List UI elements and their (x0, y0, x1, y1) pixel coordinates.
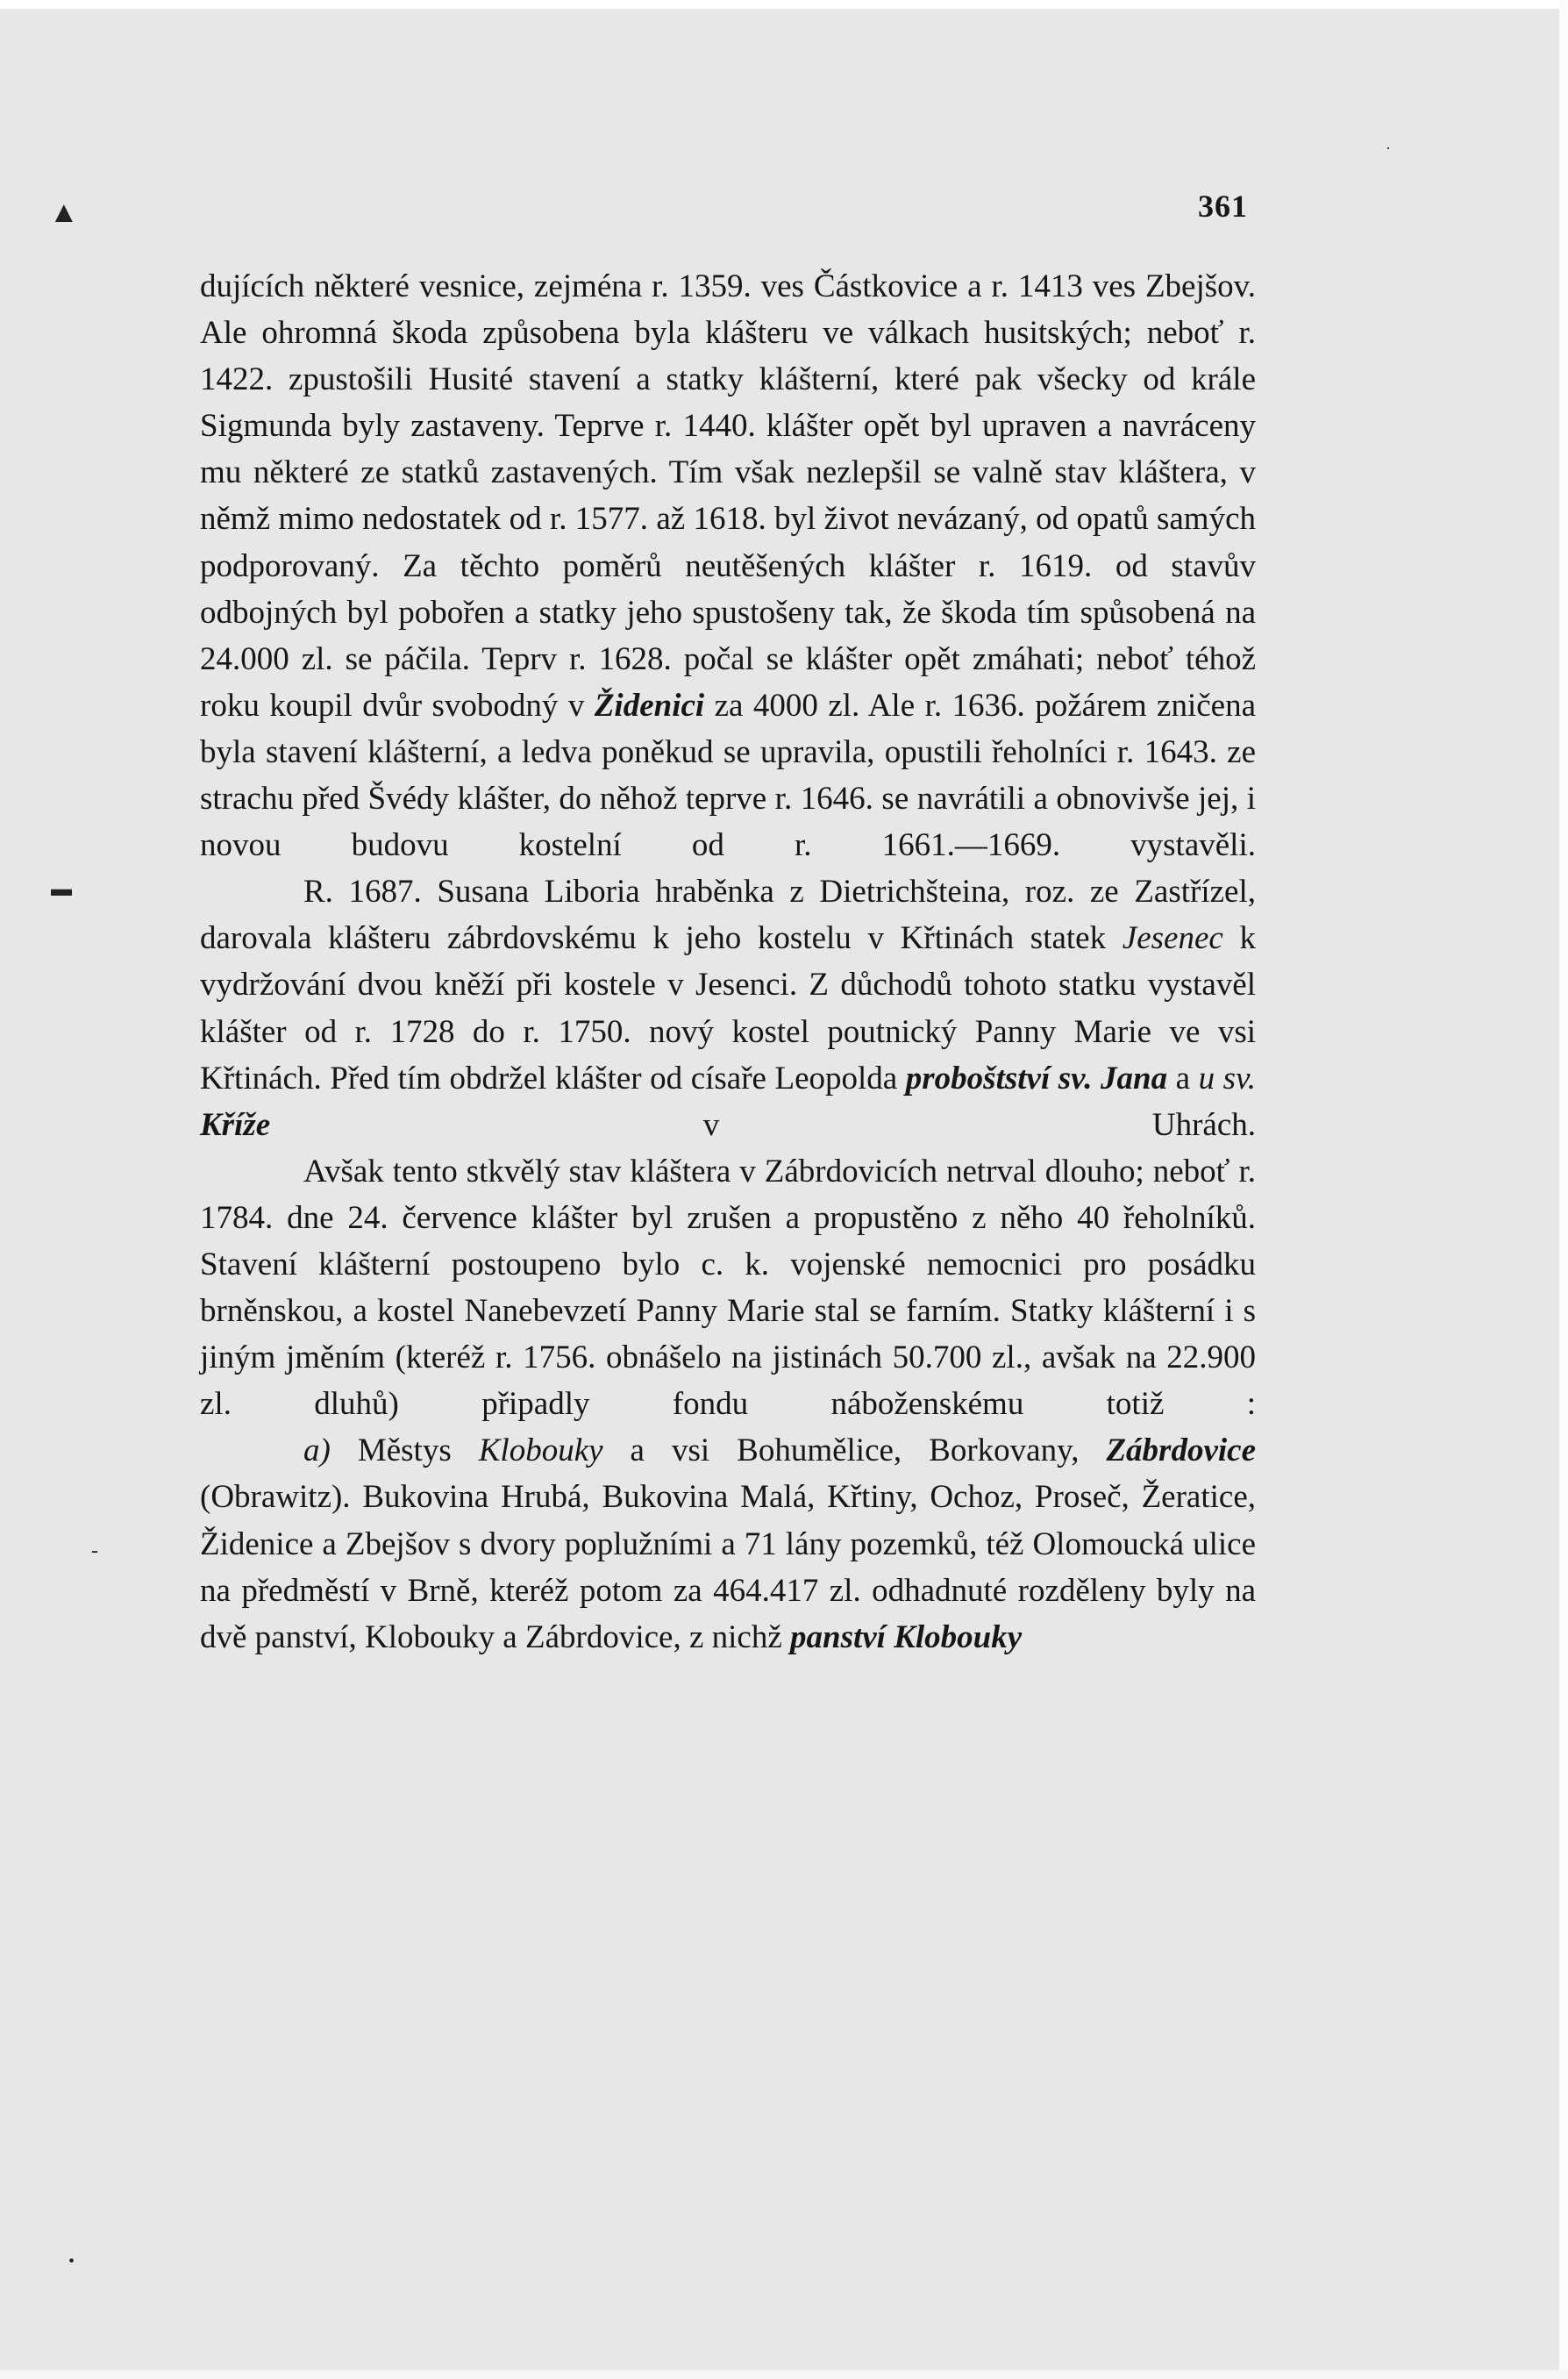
paragraph-estates-list (200, 1427, 1256, 1660)
text-run: v Uhrách. (270, 1106, 1256, 1143)
italic-run: panství Klobouky (790, 1618, 1023, 1655)
italic-run: proboštství sv. Jana (905, 1060, 1168, 1097)
page-top-edge (0, 0, 1568, 9)
body-text (200, 263, 1256, 1661)
paragraph-continuation (200, 263, 1256, 868)
text-run: Avšak tento stkvělý stav kláštera v Zábrdovicích netrval dlouho; neboť r. 1784. dne 24. července klášter byl zrušen a propustěno z něho 40 řeholníků. Stavení klášterní postoupeno bylo c. k. vojenské nemocnici pro posádku brněnskou, a kostel Nanebevzetí Panny Marie stal se farním. Statky klášterní i s jiným jměním (kteréž r. 1756. obnášelo na jistinách 50.700 zl., avšak na 22.900 zl. dluhů) připadly fondu náboženskému totiž : (200, 1153, 1256, 1423)
text-run: (Obrawitz). Bukovina Hrubá, Bukovina Malá, Křtiny, Ochoz, Proseč, Žeratice, Židenice a Zbejšov s dvory poplužními a 71 lány pozemků, též Olomoucká ulice na předměstí v Brně, kteréž potom za 464.417 zl. odhadnuté rozděleny byly na dvě panství, Klobouky a Zábrdovice, z nichž (200, 1479, 1256, 1655)
text-run: dujících některé vesnice, zejména r. 1359. ves Částkovice a r. 1413 ves Zbejšov. Ale ohromná škoda způsobena byla klášteru ve válkach husitských; neboť r. 1422. zpustošili Husité stavení a statky klášterní, které pak všecky od krále Sigmunda byly zastaveny. Teprve r. 1440. klášter opět byl upraven a navráceny mu některé ze statků zastavených. Tím však nezlepšil se valně stav kláštera, v němž mimo nedostatek od r. 1577. až 1618. byl život nevázaný, od opatů samých podporovaný. Za těchto poměrů neutěšených klášter r. 1619. od stavův odbojných byl pobořen a statky jeho spustošeny tak, že škoda tím spůsobená na 24.000 zl. se páčila. Teprv r. 1628. počal se klášter opět zmáhati; neboť téhož roku koupil dvůr svobodný v (200, 268, 1256, 724)
text-run: a vsi Bohumělice, Borkovany, (602, 1432, 1107, 1469)
page-number: 361 (1198, 189, 1248, 224)
margin-speck: · (1386, 139, 1391, 157)
paragraph-donation (200, 868, 1256, 1148)
italic-run: Jesenec (1122, 920, 1223, 957)
italic-run: Kříže (200, 1106, 271, 1143)
italic-run: Klobouky (478, 1432, 603, 1469)
text-run: k vydržování dvou kněží při kostele v Jesenci. Z důchodů tohoto statku vystavěl klášter od r. 1728 do r. 1750. nový kostel poutnický Panny Marie ve vsi Křtinách. Před tím obdržel klášter od císaře Leopolda (200, 920, 1257, 1097)
italic-run: a) (303, 1432, 331, 1469)
text-run: Městys (330, 1432, 479, 1469)
italic-run: u sv. (1198, 1060, 1256, 1097)
text-run: R. 1687. Susana Liboria hraběnka z Dietrichšteina, roz. ze Zastřízel, darovala klášteru zábrdovskému k jeho kostelu v Křtinách statek (200, 874, 1256, 957)
margin-mark-top: ▲ (49, 196, 79, 229)
paragraph-dissolution (200, 1148, 1256, 1428)
text-run: a (1167, 1060, 1199, 1097)
margin-mark-middle: ▬ (51, 878, 72, 901)
margin-mark-lower: - (91, 1540, 98, 1562)
margin-mark-bottom: • (68, 2252, 75, 2271)
italic-run: Židenici (594, 687, 705, 724)
page-bottom-edge (0, 2370, 1568, 2379)
text-run: za 4000 zl. Ale r. 1636. požárem zničena byla stavení klášterní, a ledva poněkud se upravila, opustili řeholníci r. 1643. ze strachu před Švédy klášter, do něhož teprve r. 1646. se navrátili a obnovivše jej, i novou budovu kostelní od r. 1661.—1669. vystavěli. (200, 687, 1257, 864)
page-right-edge (1559, 0, 1568, 2379)
italic-run: Zábrdovice (1106, 1432, 1256, 1469)
